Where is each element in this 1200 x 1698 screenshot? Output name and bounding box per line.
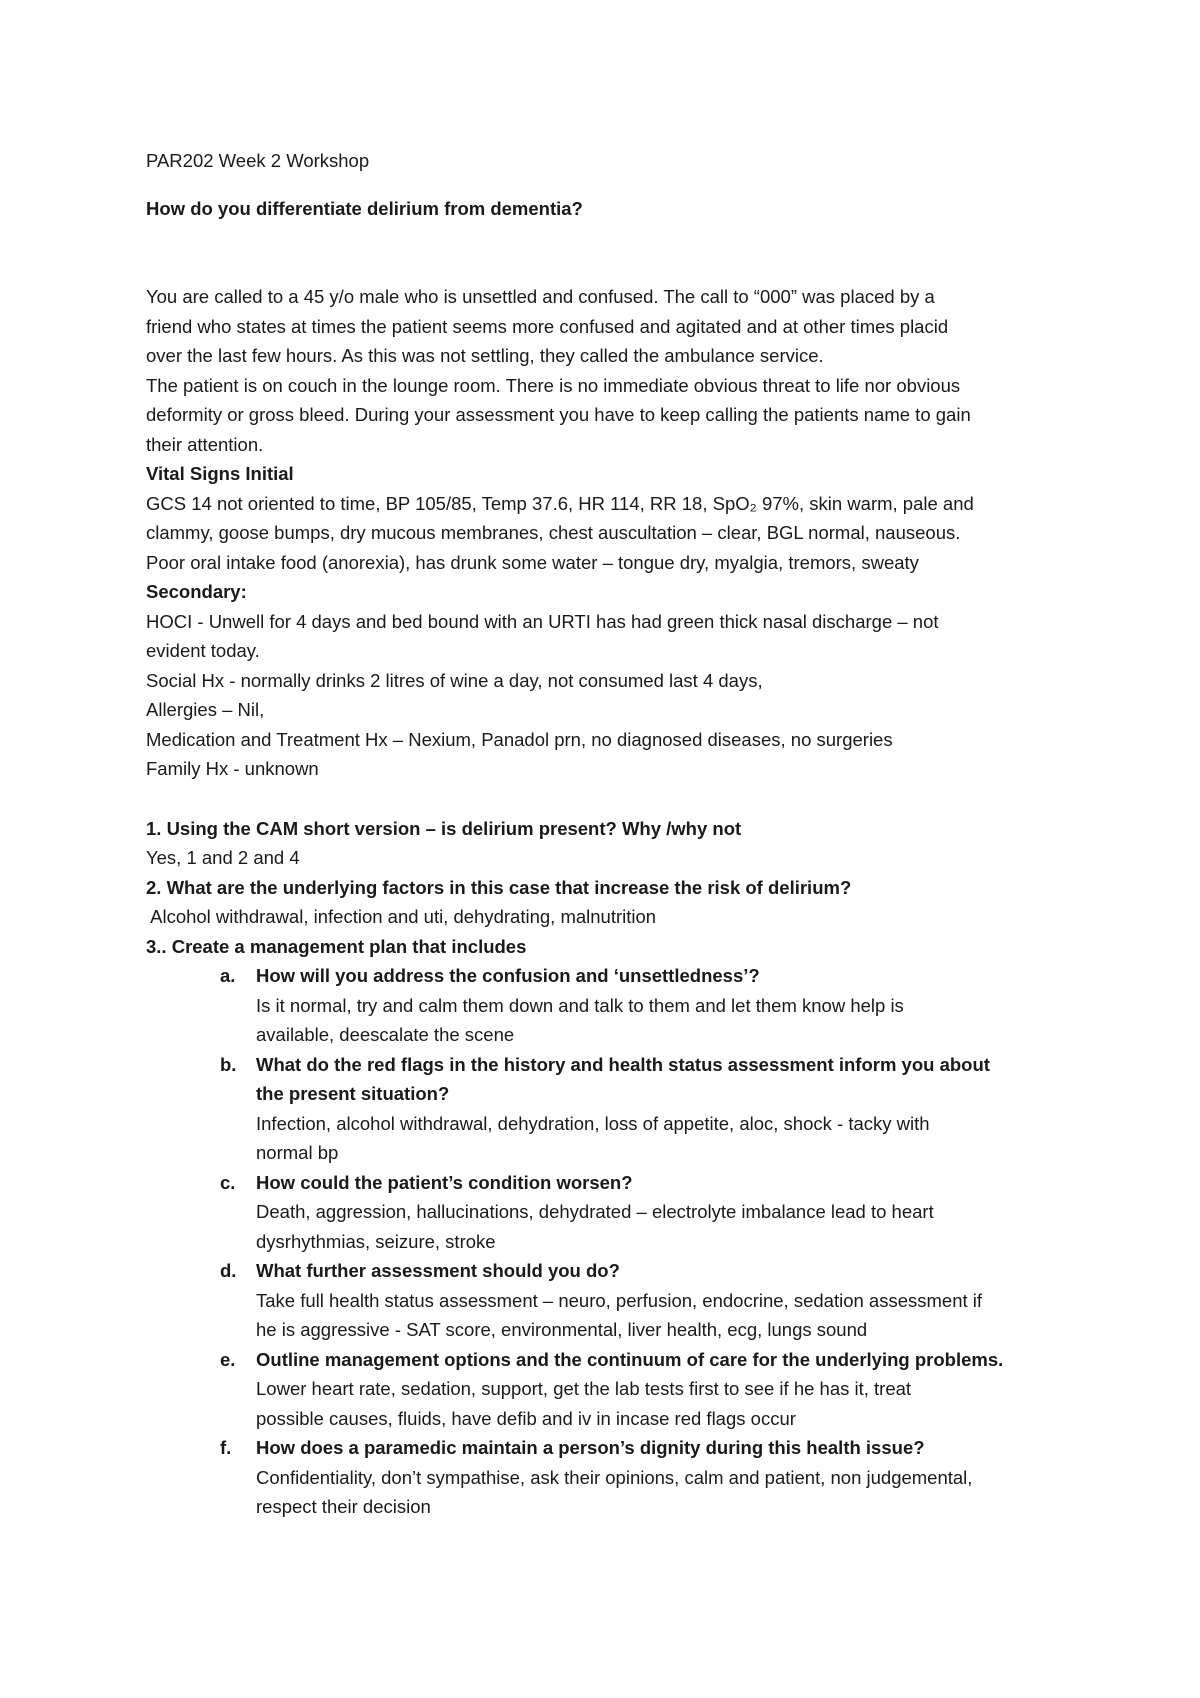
answer-1: Yes, 1 and 2 and 4 [146, 847, 300, 868]
vitals-line: clammy, goose bumps, dry mucous membranes, chest auscultation – clear, BGL normal, nauseous. [146, 522, 961, 543]
management-item-a [146, 961, 1076, 1050]
sub-answer-line: Infection, alcohol withdrawal, dehydration, loss of appetite, aloc, shock - tacky with [256, 1112, 930, 1134]
question-2: 2. What are the underlying factors in this case that increase the risk of delirium? [146, 876, 852, 898]
management-plan-list [146, 961, 1076, 1522]
sub-answer-line: Lower heart rate, sedation, support, get the lab tests first to see if he has it, treat [256, 1378, 912, 1399]
question-1: 1. Using the CAM short version – is delirium present? Why /why not [146, 817, 742, 839]
sub-question: the present situation? [256, 1083, 450, 1104]
workshop-questions [146, 814, 1076, 1522]
secondary-line: Family Hx - unknown [146, 758, 319, 779]
vitals-line: GCS 14 not oriented to time, BP 105/85, Temp 37.6, HR 114, RR 18, SpO₂ 97%, skin warm, pale and [146, 492, 974, 514]
sub-answer-line: Death, aggression, hallucinations, dehydrated – electrolyte imbalance lead to heart [256, 1201, 934, 1222]
secondary-line: evident today. [146, 640, 260, 661]
scenario-line: friend who states at times the patient seems more confused and agitated and at other times placid [146, 315, 949, 337]
sub-answer-line: he is aggressive - SAT score, environmental, liver health, ecg, lungs sound [256, 1319, 868, 1340]
answer-2: Alcohol withdrawal, infection and uti, dehydrating, malnutrition [146, 906, 657, 927]
scenario-line: You are called to a 45 y/o male who is unsettled and confused. The call to “000” was placed by a [146, 286, 935, 307]
sub-question: How will you address the confusion and ‘unsettledness’? [256, 965, 760, 986]
item-letter: c. [220, 1171, 236, 1193]
scenario-line: their attention. [146, 433, 264, 455]
sub-answer-line: normal bp [256, 1142, 339, 1163]
sub-answer-line: possible causes, fluids, have defib and iv in incase red flags occur [256, 1407, 796, 1429]
question-3: 3.. Create a management plan that includes [146, 935, 527, 957]
secondary-line: HOCI - Unwell for 4 days and bed bound with an URTI has had green thick nasal discharge – not [146, 610, 939, 632]
item-letter: f. [220, 1437, 232, 1458]
secondary-line: Medication and Treatment Hx – Nexium, Panadol prn, no diagnosed diseases, no surgeries [146, 728, 893, 750]
sub-answer-line: available, deescalate the scene [256, 1024, 515, 1045]
vitals-line: Poor oral intake food (anorexia), has drunk some water – tongue dry, myalgia, tremors, sweaty [146, 551, 919, 573]
management-item-c [146, 1168, 1076, 1257]
management-item-e [146, 1345, 1076, 1434]
scenario-line: The patient is on couch in the lounge room. There is no immediate obvious threat to life nor obvious [146, 374, 961, 396]
document-title: PAR202 Week 2 Workshop [146, 150, 370, 171]
sub-question: How could the patient’s condition worsen? [256, 1171, 633, 1193]
sub-answer-line: Is it normal, try and calm them down and talk to them and let them know help is [256, 994, 904, 1016]
case-scenario [146, 282, 1076, 784]
main-question: How do you differentiate delirium from dementia? [146, 197, 583, 219]
item-letter: b. [220, 1053, 237, 1075]
item-letter: e. [220, 1348, 236, 1370]
secondary-line: Allergies – Nil, [146, 699, 265, 720]
sub-answer-line: Confidentiality, don’t sympathise, ask their opinions, calm and patient, non judgemental, [256, 1466, 973, 1488]
sub-question: What further assessment should you do? [256, 1260, 620, 1281]
sub-answer-line: dysrhythmias, seizure, stroke [256, 1230, 496, 1252]
document-body [146, 146, 1076, 1522]
secondary-line: Social Hx - normally drinks 2 litres of wine a day, not consumed last 4 days, [146, 669, 763, 691]
sub-question: Outline management options and the continuum of care for the underlying problems. [256, 1348, 1004, 1370]
scenario-line: over the last few hours. As this was not settling, they called the ambulance service. [146, 345, 824, 366]
management-item-f [146, 1433, 1076, 1522]
item-letter: a. [220, 965, 236, 986]
sub-question: How does a paramedic maintain a person’s dignity during this health issue? [256, 1437, 925, 1458]
management-item-b [146, 1050, 1076, 1168]
sub-question: What do the red flags in the history and health status assessment inform you about [256, 1053, 990, 1075]
management-item-d [146, 1256, 1076, 1345]
sub-answer-line: Take full health status assessment – neuro, perfusion, endocrine, sedation assessment if [256, 1289, 983, 1311]
item-letter: d. [220, 1260, 237, 1281]
secondary-heading: Secondary: [146, 581, 247, 602]
scenario-line: deformity or gross bleed. During your assessment you have to keep calling the patients name to gain [146, 404, 971, 425]
sub-answer-line: respect their decision [256, 1496, 431, 1517]
vitals-heading: Vital Signs Initial [146, 463, 294, 484]
